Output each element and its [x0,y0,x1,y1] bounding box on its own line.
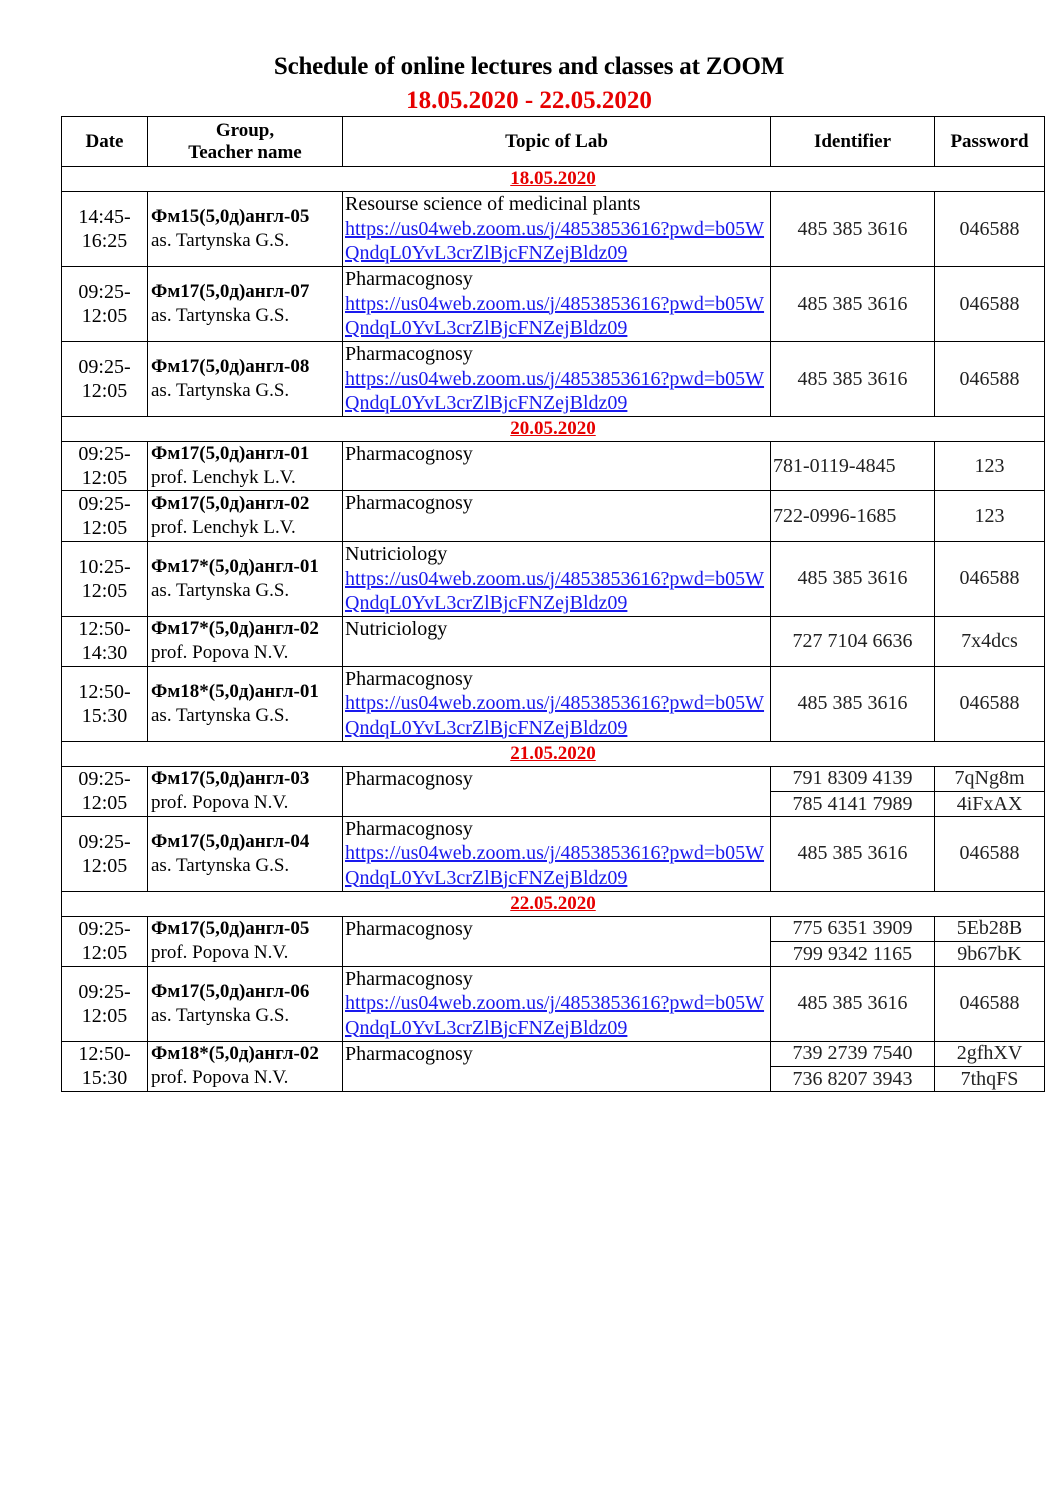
identifier-cell: 485 385 3616 [771,192,935,267]
password-cell: 123 [935,442,1045,491]
topic-cell [343,342,771,417]
topic-cell [343,766,771,816]
topic-cell [343,616,771,666]
time-cell [62,916,148,966]
group-code: Фм17(5,0д)англ-01 [151,443,310,464]
topic-cell [343,491,771,542]
topic-title: Pharmacognosy [345,343,473,365]
time-end: 12:05 [81,517,128,539]
time-end: 15:30 [81,1067,128,1089]
topic-title: Pharmacognosy [345,268,473,290]
header-password: Password [935,117,1045,167]
time-end: 15:30 [81,704,128,727]
header-row [62,117,1045,167]
table-row [62,916,1045,941]
identifier-cell: 785 4141 7989 [771,791,935,816]
teacher-name: as. Tartynska G.S. [151,704,290,726]
password-cell: 4iFxAX [935,791,1045,816]
group-cell [148,816,343,891]
header-identifier: Identifier [771,117,935,167]
header-topic: Topic of Lab [343,117,771,167]
password-cell: 046588 [935,542,1045,617]
header-group [148,117,343,167]
time-end: 12:05 [81,1004,128,1027]
zoom-link[interactable]: https://us04web.zoom.us/j/4853853616?pwd=b05WQndqL0YvL3crZlBjcFNZejBldz09 [345,367,765,414]
time-cell [62,342,148,417]
table-row [62,666,1045,741]
time-end: 12:05 [81,942,128,964]
header-date: Date [62,117,148,167]
identifier-cell: 775 6351 3909 [771,916,935,941]
time-cell [62,192,148,267]
day-row [62,891,1045,916]
topic-cell [343,816,771,891]
time-start: 09:25- [78,281,131,303]
topic-cell [343,1041,771,1091]
day-date: 22.05.2020 [62,891,1045,916]
identifier-cell: 781-0119-4845 [771,442,935,491]
password-cell: 5Eb28B [935,916,1045,941]
group-code: Фм17(5,0д)англ-07 [151,281,310,302]
group-code: Фм18*(5,0д)англ-01 [151,680,319,702]
time-end: 12:05 [81,579,128,602]
time-cell [62,816,148,891]
teacher-name: prof. Lenchyk L.V. [151,517,296,538]
time-cell [62,766,148,816]
zoom-link[interactable]: https://us04web.zoom.us/j/4853853616?pwd=b05WQndqL0YvL3crZlBjcFNZejBldz09 [345,692,765,739]
group-code: Фм17(5,0д)англ-08 [151,356,310,377]
group-code: Фм17(5,0д)англ-03 [151,768,310,789]
time-start: 09:25- [78,980,131,1003]
identifier-cell: 722-0996-1685 [771,491,935,542]
time-end: 12:05 [81,792,128,814]
time-cell [62,966,148,1041]
table-row [62,491,1045,542]
group-cell [148,491,343,542]
time-start: 12:50- [78,680,131,703]
time-cell [62,542,148,617]
time-start: 14:45- [78,206,131,228]
teacher-name: prof. Popova N.V. [151,642,289,663]
time-start: 09:25- [78,493,131,515]
table-row [62,616,1045,666]
password-cell: 046588 [935,267,1045,342]
day-row [62,167,1045,192]
password-cell: 9b67bK [935,941,1045,966]
zoom-link[interactable]: https://us04web.zoom.us/j/4853853616?pwd=b05WQndqL0YvL3crZlBjcFNZejBldz09 [345,992,765,1039]
identifier-cell: 485 385 3616 [771,267,935,342]
day-date: 21.05.2020 [62,741,1045,766]
identifier-cell: 799 9342 1165 [771,941,935,966]
time-start: 10:25- [78,555,131,578]
password-cell: 2gfhXV [935,1041,1045,1066]
teacher-name: as. Tartynska G.S. [151,579,290,601]
time-cell [62,267,148,342]
topic-title: Pharmacognosy [345,917,473,940]
time-end: 12:05 [81,854,128,877]
time-start: 09:25- [78,830,131,853]
header-group-label: Group, [215,119,275,141]
topic-cell [343,666,771,741]
group-code: Фм17(5,0д)англ-05 [151,918,310,939]
time-end: 12:05 [81,305,128,327]
time-end: 12:05 [81,380,128,402]
date-range: 18.05.2020 - 22.05.2020 [406,87,652,114]
time-start: 09:25- [78,443,131,465]
table-row [62,766,1045,791]
teacher-name: as. Tartynska G.S. [151,380,290,401]
header-teacher-label: Teacher name [188,141,302,163]
table-row [62,342,1045,417]
topic-title: Pharmacognosy [345,443,473,465]
day-row [62,741,1045,766]
topic-title: Nutriciology [345,543,448,565]
group-code: Фм17(5,0д)англ-02 [151,493,310,514]
identifier-cell: 485 385 3616 [771,966,935,1041]
zoom-link[interactable]: https://us04web.zoom.us/j/4853853616?pwd=b05WQndqL0YvL3crZlBjcFNZejBldz09 [345,217,765,264]
identifier-cell: 791 8309 4139 [771,766,935,791]
topic-cell [343,442,771,491]
group-cell [148,916,343,966]
password-cell: 7qNg8m [935,766,1045,791]
schedule-table [61,116,1045,1092]
time-start: 12:50- [78,618,131,640]
group-cell [148,966,343,1041]
zoom-link[interactable]: https://us04web.zoom.us/j/4853853616?pwd=b05WQndqL0YvL3crZlBjcFNZejBldz09 [345,842,765,889]
topic-title: Pharmacognosy [345,667,473,690]
identifier-cell: 739 2739 7540 [771,1041,935,1066]
identifier-cell: 485 385 3616 [771,816,935,891]
teacher-name: prof. Popova N.V. [151,942,289,963]
password-cell: 123 [935,491,1045,542]
time-end: 14:30 [81,642,128,664]
time-cell [62,616,148,666]
password-cell: 046588 [935,966,1045,1041]
zoom-link[interactable]: https://us04web.zoom.us/j/4853853616?pwd=b05WQndqL0YvL3crZlBjcFNZejBldz09 [345,292,765,339]
table-row [62,1041,1045,1066]
day-date: 20.05.2020 [62,417,1045,442]
time-cell [62,666,148,741]
topic-cell [343,542,771,617]
group-cell [148,442,343,491]
password-cell: 046588 [935,816,1045,891]
identifier-cell: 727 7104 6636 [771,616,935,666]
topic-title: Pharmacognosy [345,1042,473,1065]
teacher-name: prof. Popova N.V. [151,792,289,813]
group-code: Фм17(5,0д)англ-06 [151,980,310,1002]
group-cell [148,542,343,617]
password-cell: 7thqFS [935,1066,1045,1091]
schedule-body [62,167,1045,1092]
zoom-link[interactable]: https://us04web.zoom.us/j/4853853616?pwd=b05WQndqL0YvL3crZlBjcFNZejBldz09 [345,567,765,614]
group-cell [148,342,343,417]
day-row [62,417,1045,442]
password-cell: 046588 [935,666,1045,741]
group-cell [148,666,343,741]
teacher-name: prof. Lenchyk L.V. [151,467,296,488]
table-row [62,542,1045,617]
topic-title: Nutriciology [345,617,448,640]
time-end: 12:05 [81,467,128,489]
group-code: Фм18*(5,0д)англ-02 [151,1043,319,1064]
topic-cell [343,916,771,966]
group-cell [148,766,343,816]
time-cell [62,1041,148,1091]
teacher-name: prof. Popova N.V. [151,1067,289,1088]
teacher-name: as. Tartynska G.S. [151,305,290,326]
teacher-name: as. Tartynska G.S. [151,230,290,251]
group-code: Фм15(5,0д)англ-05 [151,206,310,227]
password-cell: 046588 [935,192,1045,267]
password-cell: 7x4dcs [935,616,1045,666]
group-code: Фм17*(5,0д)англ-02 [151,618,319,639]
group-cell [148,192,343,267]
page-title: Schedule of online lectures and classes at ZOOM [273,53,785,80]
topic-cell [343,192,771,267]
topic-title: Pharmacognosy [345,767,473,790]
identifier-cell: 485 385 3616 [771,342,935,417]
group-code: Фм17*(5,0д)англ-01 [151,555,319,577]
time-cell [62,491,148,542]
topic-title: Pharmacognosy [345,817,473,840]
identifier-cell: 736 8207 3943 [771,1066,935,1091]
table-row [62,267,1045,342]
group-cell [148,267,343,342]
topic-cell [343,966,771,1041]
identifier-cell: 485 385 3616 [771,542,935,617]
time-start: 12:50- [78,1043,131,1065]
table-row [62,192,1045,267]
group-cell [148,1041,343,1091]
day-date: 18.05.2020 [62,167,1045,192]
teacher-name: as. Tartynska G.S. [151,1004,290,1026]
topic-title: Pharmacognosy [345,967,473,990]
table-row [62,442,1045,491]
time-cell [62,442,148,491]
time-start: 09:25- [78,356,131,378]
identifier-cell: 485 385 3616 [771,666,935,741]
table-row [62,816,1045,891]
topic-title: Resourse science of medicinal plants [345,193,641,215]
time-start: 09:25- [78,918,131,940]
group-cell [148,616,343,666]
time-end: 16:25 [81,230,128,252]
teacher-name: as. Tartynska G.S. [151,854,290,876]
password-cell: 046588 [935,342,1045,417]
time-start: 09:25- [78,768,131,790]
table-row [62,966,1045,1041]
group-code: Фм17(5,0д)англ-04 [151,830,310,852]
topic-title: Pharmacognosy [345,492,473,514]
topic-cell [343,267,771,342]
